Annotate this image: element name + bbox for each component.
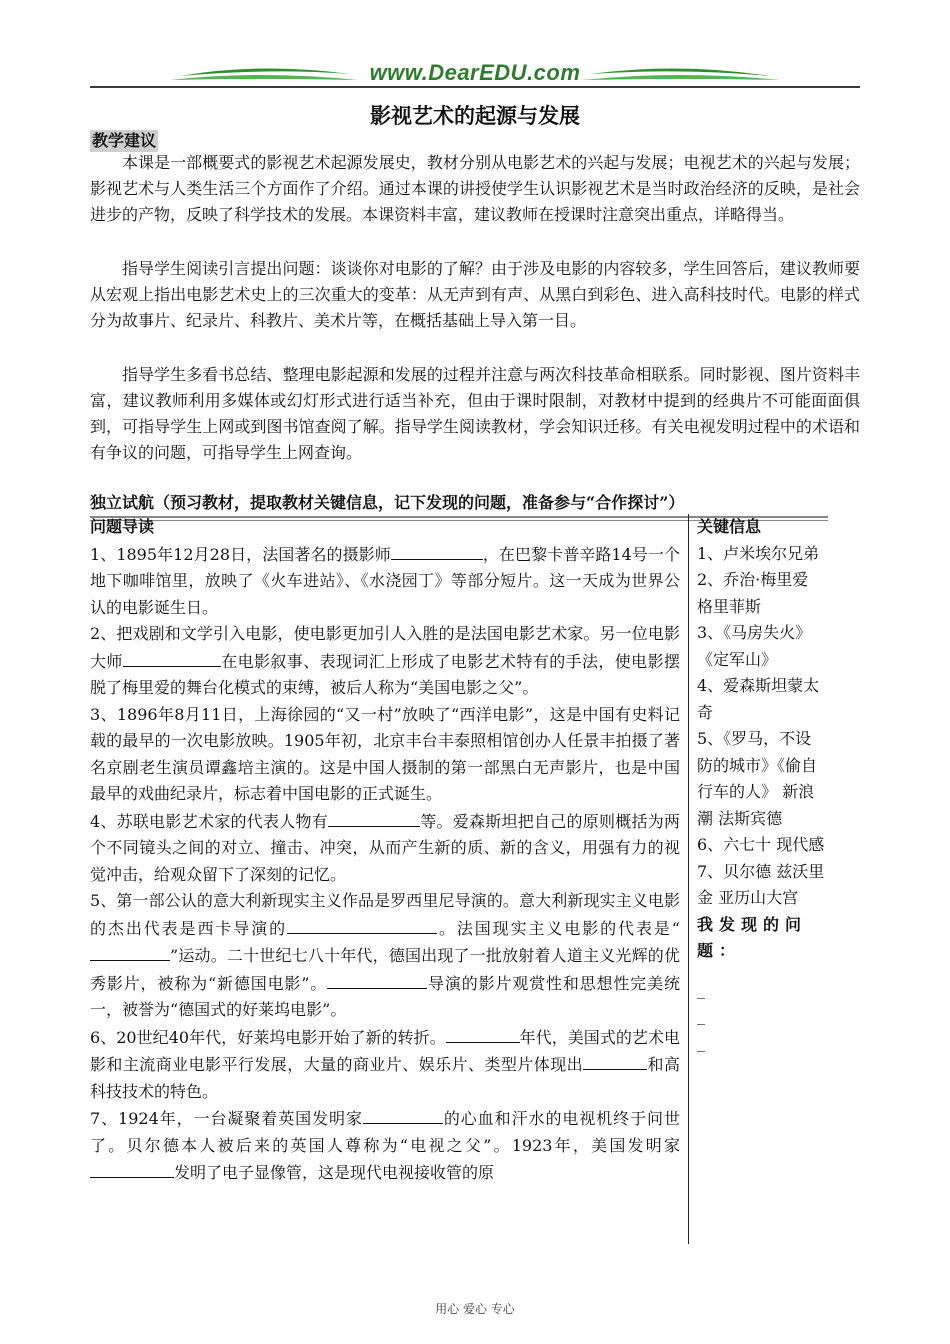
key-info-item: 3、《马房失火》《定军山》 bbox=[697, 623, 812, 669]
answer-blank[interactable] bbox=[363, 1105, 443, 1124]
question-column bbox=[90, 514, 680, 1187]
question-item: 5、第一部公认的意大利新现实主义作品是罗西里尼导演的。意大利新现实主义电影的杰出代表是西卡导演的 。法国现实主义电影的代表是“”运动。二十世纪七八十年代，德国出现了一批放射着人道主义光辉的优秀影片，被称为“新德国电影”。 导演的影片观赏性和思想性完美统一，被誉为“德国式的好莱坞电影”。 bbox=[90, 891, 680, 1019]
question-item: 2、把戏剧和文学引入电影，使电影更加引人入胜的是法国电影艺术家。另一位电影大师 在电影叙事、表现词汇上形成了电影艺术特有的手法，使电影摆脱了梅里爱的舞台化模式的束缚，被后人称为“美国电影之父”。 bbox=[90, 624, 680, 697]
paragraph-3: 指导学生多看书总结、整理电影起源和发展的过程并注意与两次科技革命相联系。同时影视、图片资料丰富，建议教师利用多媒体或幻灯形式进行适当补充，但由于课时限制，对教材中提到的经典片不可能面面俱到，可指导学生上网或到图书馆查阅了解。指导学生阅读教材，学会知识迁移。有关电视发明过程中的术语和有争议的问题，可指导学生上网查询。 bbox=[90, 365, 860, 462]
key-info-item: 4、爱森斯坦蒙太奇 bbox=[697, 676, 820, 722]
question-item: 6、20世纪40年代，好莱坞电影开始了新的转折。 年代，美国式的艺术电影和主流商业电影平行发展，大量的商业片、娱乐片、类型片体现出 和高科技技术的特色。 bbox=[90, 1024, 680, 1106]
key-info-item: 1、卢米埃尔兄弟 bbox=[697, 543, 820, 563]
answer-blank[interactable] bbox=[90, 942, 170, 961]
section-heading-preview bbox=[90, 492, 828, 514]
key-info-item: 5、《罗马，不设防的城市》《偷自行车的人》 新浪潮 法斯宾德 bbox=[697, 729, 818, 828]
discover-line[interactable]: _ bbox=[697, 979, 705, 999]
answer-blank[interactable] bbox=[123, 648, 221, 667]
answer-blank[interactable] bbox=[287, 915, 437, 934]
paragraph-1: 本课是一部概要式的影视艺术起源发展史，教材分别从电影艺术的兴起与发展；电视艺术的兴起与发展；影视艺术与人类生活三个方面作了介绍。通过本课的讲授使学生认识影视艺术是当时政治经济的反映，是社会进步的产物，反映了科学技术的发展。本课资料丰富，建议教师在授课时注意突出重点，详略得当。 bbox=[90, 153, 860, 224]
key-info-column bbox=[697, 514, 825, 1056]
answer-blank[interactable] bbox=[327, 970, 427, 989]
header-rule bbox=[90, 86, 860, 88]
site-logo-text: www.DearEDU.com bbox=[369, 60, 581, 85]
key-info-item: 2、乔治·梅里爱 格里菲斯 bbox=[697, 570, 809, 616]
question-item: 7、1924年，一台凝聚着英国发明家 的心血和汗水的电视机终于问世了。贝尔德本人被后来的英国人尊称为“电视之父”。1923年，美国发明家发明了电子显像管，这是现代电视接收管的原 bbox=[90, 1105, 680, 1187]
discover-line[interactable]: _ bbox=[697, 1006, 705, 1025]
section-heading-teaching: 教学建议 bbox=[92, 131, 157, 150]
question-item: 3、1896年8月11日，上海徐园的“又一村”放映了“西洋电影”，这是中国有史料记载的最早的一次电影放映。1905年初，北京丰台丰泰照相馆创办人任景丰拍摄了著名京剧老生演员谭鑫培主演的。这是中国人摄制的第一部黑白无声影片，也是中国最早的戏曲纪录片，标志着中国电影的正式诞生。 bbox=[90, 704, 680, 803]
paragraph-2: 指导学生阅读引言提出问题：谈谈你对电影的了解？由于涉及电影的内容较多，学生回答后，建议教师要从宏观上指出电影艺术史上的三次重大的变革：从无声到有声、从黑白到彩色、进入高科技时代。电影的样式分为故事片、纪录片、科教片、美术片等，在概括基础上导入第一目。 bbox=[90, 259, 860, 330]
answer-blank[interactable] bbox=[90, 1159, 174, 1178]
page-title: 影视艺术的起源与发展 bbox=[370, 103, 580, 128]
column-divider bbox=[688, 514, 689, 1244]
question-item: 1、1895年12月28日，法国著名的摄影师 ，在巴黎卡普辛路14号一个地下咖啡馆里，放映了《火车进站》、《水浇园丁》等部分短片。这一天成为世界公认的电影诞生日。 bbox=[90, 541, 680, 622]
key-info-item: 7、贝尔德 兹沃里金 亚历山大宫 bbox=[697, 861, 825, 907]
section-heading-preview-text: 独立试航（预习教材，提取教材关键信息，记下发现的问题，准备参与“合作探讨”） bbox=[90, 493, 685, 512]
answer-blank[interactable] bbox=[446, 1024, 520, 1043]
question-item: 4、苏联电影艺术家的代表人物有 等。爱森斯坦把自己的原则概括为两个不同镜头之间的对立、撞击、冲突，从而产生新的质、新的含义，用强有力的视觉冲击，给观众留下了深刻的记忆。 bbox=[90, 808, 680, 889]
answer-blank[interactable] bbox=[328, 808, 420, 827]
discover-line[interactable]: _ bbox=[697, 1032, 705, 1052]
answer-blank[interactable] bbox=[391, 541, 483, 560]
answer-blank[interactable] bbox=[583, 1051, 647, 1070]
question-column-heading: 问题导读 bbox=[90, 517, 155, 536]
key-info-heading: 关键信息 bbox=[697, 517, 762, 536]
key-info-item: 6、六七十 现代感 bbox=[697, 835, 825, 854]
page-footer: 用心 爱心 专心 bbox=[435, 1302, 515, 1316]
discover-heading: 我发现的问题： bbox=[697, 914, 808, 960]
